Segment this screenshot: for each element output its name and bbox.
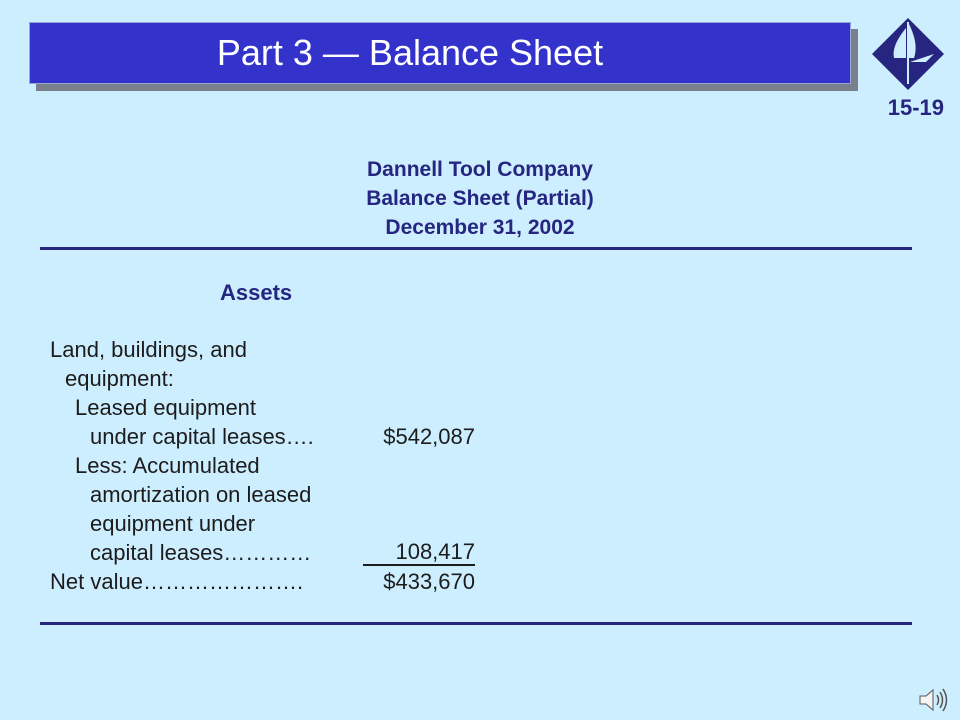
line-item-net-value: Net value…………………. xyxy=(50,569,304,594)
line-item: equipment under xyxy=(90,511,256,536)
line-item: equipment: xyxy=(65,366,174,391)
sailboat-logo-icon xyxy=(868,14,948,94)
line-item: Leased equipment xyxy=(75,395,257,420)
amount-accumulated-amortization: 108,417 xyxy=(363,540,475,566)
company-name: Dannell Tool Company xyxy=(367,158,593,181)
line-item: under capital leases…. xyxy=(90,424,314,449)
slide-title: Part 3 — Balance Sheet xyxy=(216,32,604,73)
bottom-rule xyxy=(40,622,912,625)
amount-net-value: $433,670 xyxy=(383,569,475,594)
line-item: Land, buildings, and xyxy=(50,337,247,362)
slide-number: 15-19 xyxy=(887,95,944,120)
section-heading-assets: Assets xyxy=(220,280,293,305)
line-item: capital leases………… xyxy=(90,540,312,565)
line-item: Less: Accumulated xyxy=(75,453,260,478)
line-item: amortization on leased xyxy=(90,482,312,507)
title-bar xyxy=(29,22,851,84)
statement-date: December 31, 2002 xyxy=(385,216,575,239)
top-rule xyxy=(40,247,912,250)
statement-name: Balance Sheet (Partial) xyxy=(366,187,594,210)
speaker-icon[interactable] xyxy=(918,686,950,714)
amount-leased-equipment: $542,087 xyxy=(383,424,475,449)
